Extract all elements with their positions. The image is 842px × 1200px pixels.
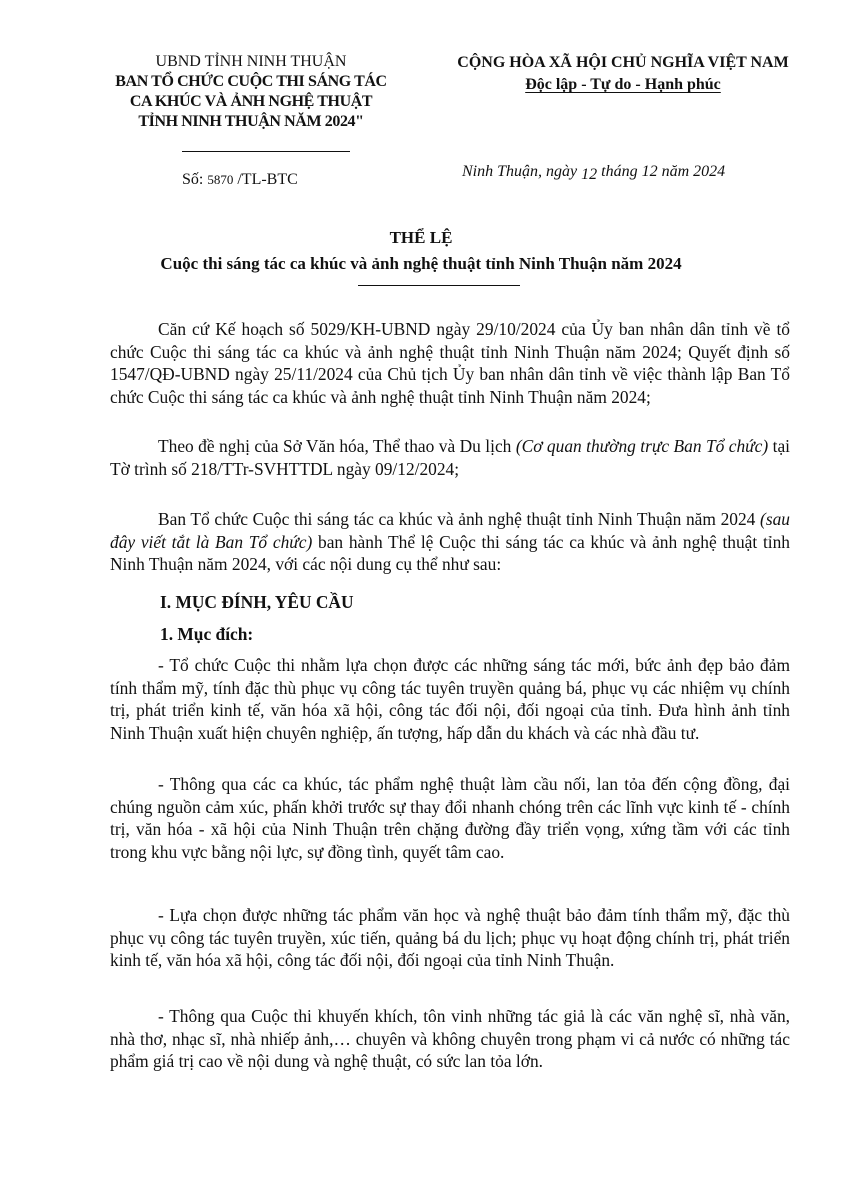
national-motto: Độc lập - Tự do - Hạnh phúc [525,76,721,93]
date-suffix: tháng 12 năm 2024 [601,163,726,180]
paragraph-text: Theo đề nghị của Sở Văn hóa, Thể thao và Du lịch [158,436,516,456]
doc-number-value: 5870 [207,172,234,187]
date-day: 12 [581,166,598,183]
agency-line-1: UBND TỈNH NINH THUẬN [155,53,347,70]
doc-number-prefix: Số: [182,171,204,188]
issuing-agency-header [92,52,410,132]
bullet-purpose-1 [110,654,790,744]
bullet-purpose-3 [110,904,790,972]
document-subtitle: Cuộc thi sáng tác ca khúc và ảnh nghệ thuật tỉnh Ninh Thuận năm 2024 [160,254,682,273]
bullet-text: - Thông qua Cuộc thi khuyến khích, tôn vinh những tác giả là các văn nghệ sĩ, nhà văn, nhà thơ, nhạc sĩ, nhà nhiếp ảnh,… chuyên và không chuyên trong phạm vi cả nước có những tác phẩm giá trị cao về nội dung và nghệ thuật, có sức lan tỏa lớn. [110,1006,790,1071]
document-date [462,163,725,181]
agency-line-2: BAN TỔ CHỨC CUỘC THI SÁNG TÁC [115,73,387,90]
title-underline [358,285,520,286]
paragraph-proposal [110,435,790,480]
national-motto-header [438,52,808,96]
bullet-text: - Thông qua các ca khúc, tác phẩm nghệ thuật làm cầu nối, lan tỏa đến cộng đồng, đại chúng nguồn cảm xúc, phấn khởi trước sự thay đổi nhanh chóng trên các lĩnh vực kinh tế - chính trị, văn hóa - xã hội của Ninh Thuận trên chặng đường đầy triển vọng, xứng tầm với các tỉnh trong khu vực bằng nội lực, sự đồng tình, quyết tâm cao. [110,774,790,862]
document-number [182,171,298,189]
section-heading-1: I. MỤC ĐÍNH, YÊU CẦU [160,592,354,612]
paragraph-legal-basis [110,318,790,408]
paragraph-text: Ban Tổ chức Cuộc thi sáng tác ca khúc và ảnh nghệ thuật tỉnh Ninh Thuận năm 2024 [158,509,761,529]
agency-line-3: CA KHÚC VÀ ẢNH NGHỆ THUẬT [129,93,373,110]
doc-number-suffix: /TL-BTC [237,171,298,188]
bullet-text: - Lựa chọn được những tác phẩm văn học và nghệ thuật bảo đảm tính thẩm mỹ, đặc thù phục vụ công tác tuyên truyền, xúc tiến, quảng bá du lịch; phục vụ hoạt động chính trị, phát triển kinh tế, văn hóa xã hội, công tác đối nội, đối ngoại của tỉnh Ninh Thuận. [110,905,790,970]
paragraph-issuance [110,508,790,576]
paragraph-italic: (Cơ quan thường trực Ban Tổ chức) [515,436,769,456]
bullet-purpose-4 [110,1005,790,1073]
agency-underline [182,151,350,152]
document-title: THỂ LỆ [389,228,453,247]
paragraph-text: tại Tờ trình số 218/TTr-SVHTTDL ngày 09/12/2024; [110,436,791,479]
bullet-purpose-2 [110,773,790,863]
national-title: CỘNG HÒA XÃ HỘI CHỦ NGHĨA VIỆT NAM [457,54,789,71]
paragraph-text: Căn cứ Kế hoạch số 5029/KH-UBND ngày 29/10/2024 của Ủy ban nhân dân tỉnh về tổ chức Cuộc thi sáng tác ca khúc và ảnh nghệ thuật tỉnh Ninh Thuận năm 2024; Quyết định số 1547/QĐ-UBND ngày 25/11/2024 của Chủ tịch Ủy ban nhân dân tỉnh về việc thành lập Ban Tổ chức Cuộc thi sáng tác ca khúc và ảnh nghệ thuật tỉnh Ninh Thuận năm 2024; [110,319,790,407]
paragraph-italic: (sau đây viết tắt là Ban Tổ chức) [110,509,790,552]
date-prefix: Ninh Thuận, ngày [462,163,578,180]
paragraph-text: ban hành Thể lệ Cuộc thi sáng tác ca khúc và ảnh nghệ thuật tỉnh Ninh Thuận năm 2024, với các nội dung cụ thể như sau: [110,531,790,574]
agency-line-4: TỈNH NINH THUẬN NĂM 2024" [138,113,364,130]
subsection-heading-1: 1. Mục đích: [160,624,254,644]
bullet-text: - Tổ chức Cuộc thi nhằm lựa chọn được các những sáng tác mới, bức ảnh đẹp bảo đảm tính thẩm mỹ, tính đặc thù phục vụ công tác tuyên truyền quảng bá, phục vụ các nhiệm vụ chính trị, phát triển kinh tế, văn hóa xã hội, công tác đối nội, đối ngoại của tỉnh. Đưa hình ảnh tỉnh Ninh Thuận xuất hiện chuyên nghiệp, ấn tượng, hấp dẫn du khách và các nhà đầu tư. [110,655,790,743]
